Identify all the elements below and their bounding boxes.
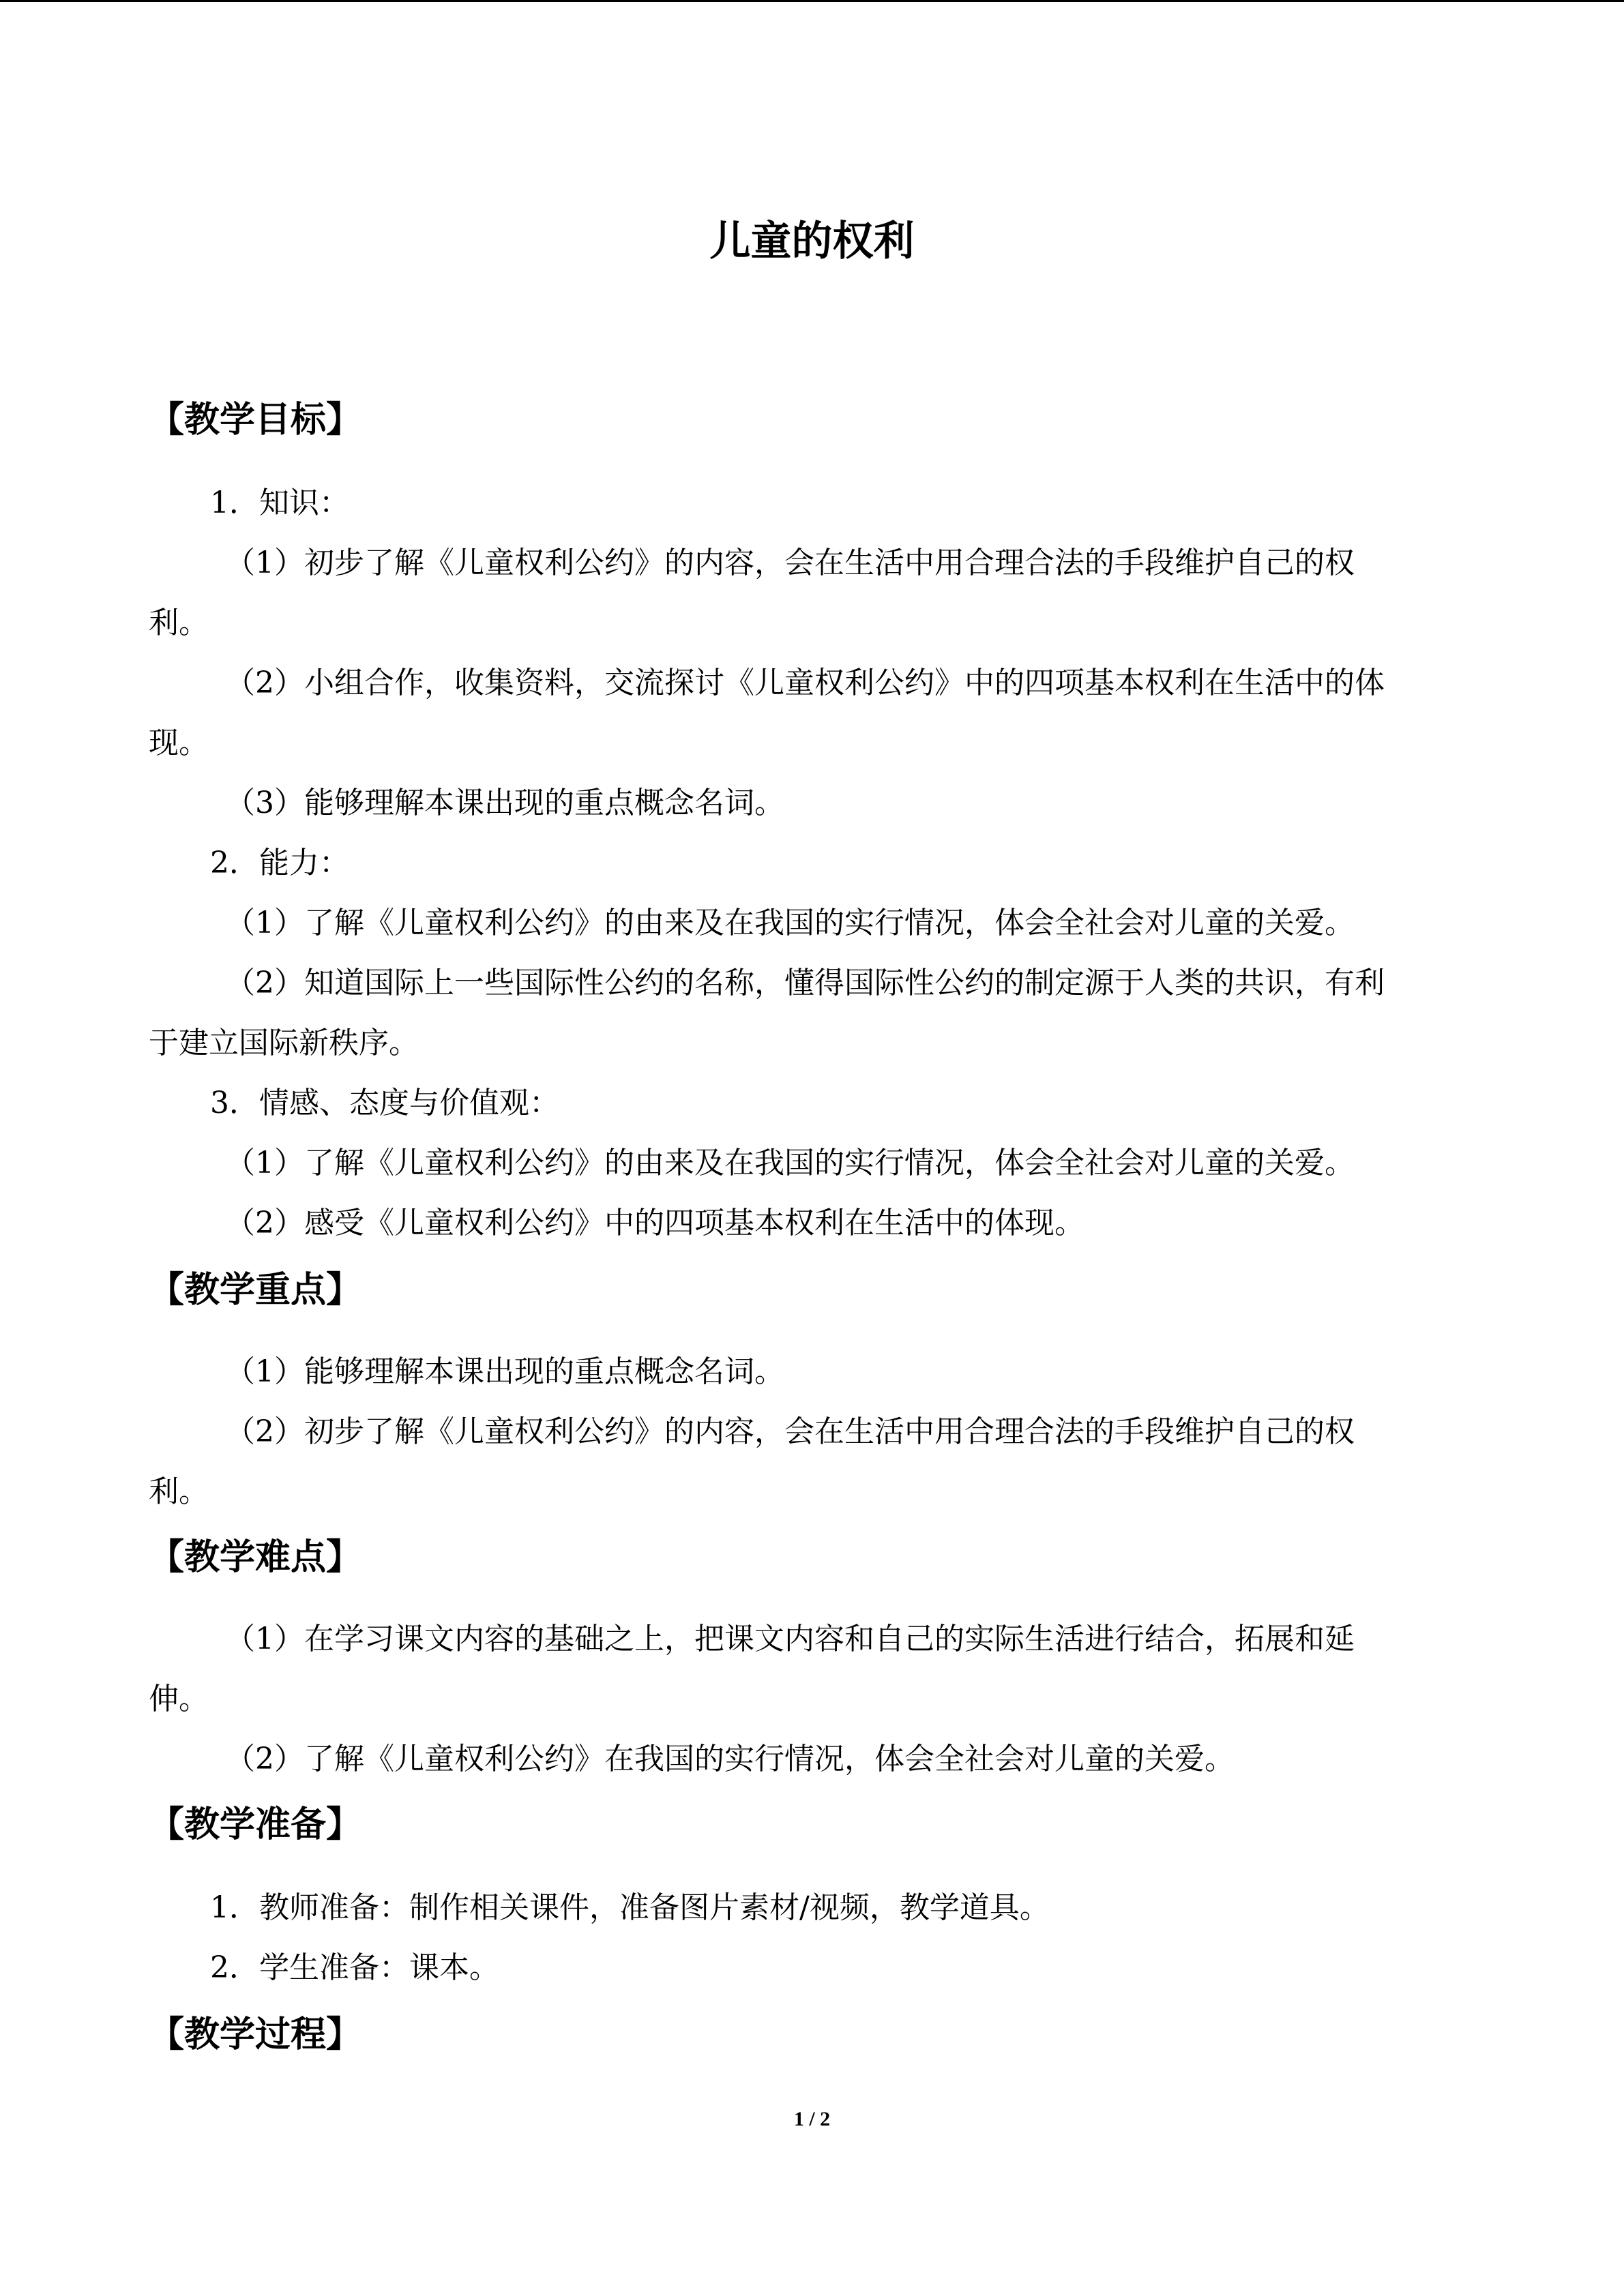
preparation-line-1: 1．教师准备：制作相关课件，准备图片素材/视频，教学道具。	[210, 1890, 1050, 1925]
key-points-line-3: 利。	[149, 1474, 209, 1509]
page-top-border	[0, 0, 1624, 2]
preparation-line-2: 2．学生准备：课本。	[210, 1950, 499, 1985]
objectives-line-4: （2）小组合作，收集资料，交流探讨《儿童权利公约》中的四项基本权利在生活中的体	[225, 666, 1385, 700]
key-points-line-2: （2）初步了解《儿童权利公约》的内容，会在生活中用合理合法的手段维护自己的权	[225, 1414, 1355, 1449]
section-heading-difficulties: 【教学难点】	[149, 1537, 362, 1578]
section-heading-key-points: 【教学重点】	[149, 1270, 362, 1311]
objectives-line-9: （2）知道国际上一些国际性公约的名称，懂得国际性公约的制定源于人类的共识，有利	[225, 966, 1385, 1000]
difficulties-line-2: 伸。	[149, 1682, 209, 1716]
objectives-line-2: （1）初步了解《儿童权利公约》的内容，会在生活中用合理合法的手段维护自己的权	[225, 546, 1355, 580]
key-points-line-1: （1）能够理解本课出现的重点概念名词。	[225, 1354, 784, 1389]
objectives-line-12: （1）了解《儿童权利公约》的由来及在我国的实行情况，体会全社会对儿童的关爱。	[225, 1146, 1355, 1180]
objectives-line-3: 利。	[149, 606, 209, 640]
objectives-line-6: （3）能够理解本课出现的重点概念名词。	[225, 786, 784, 820]
page-number: 1 / 2	[793, 2108, 831, 2130]
objectives-line-13: （2）感受《儿童权利公约》中的四项基本权利在生活中的体现。	[225, 1206, 1084, 1240]
objectives-line-5: 现。	[149, 726, 209, 760]
difficulties-line-1: （1）在学习课文内容的基础之上，把课文内容和自己的实际生活进行结合，拓展和延	[225, 1622, 1355, 1656]
difficulties-line-3: （2）了解《儿童权利公约》在我国的实行情况，体会全社会对儿童的关爱。	[225, 1742, 1235, 1776]
section-heading-process: 【教学过程】	[149, 2014, 362, 2055]
objectives-line-8: （1）了解《儿童权利公约》的由来及在我国的实行情况，体会全社会对儿童的关爱。	[225, 906, 1355, 940]
section-heading-preparation: 【教学准备】	[149, 1804, 362, 1845]
objectives-line-1: 1．知识：	[210, 486, 349, 520]
objectives-line-10: 于建立国际新秩序。	[149, 1026, 419, 1060]
objectives-line-7: 2．能力：	[210, 846, 349, 880]
section-heading-objectives: 【教学目标】	[149, 400, 362, 441]
document-title: 儿童的权利	[709, 218, 915, 265]
objectives-line-11: 3．情感、态度与价值观：	[210, 1086, 559, 1120]
